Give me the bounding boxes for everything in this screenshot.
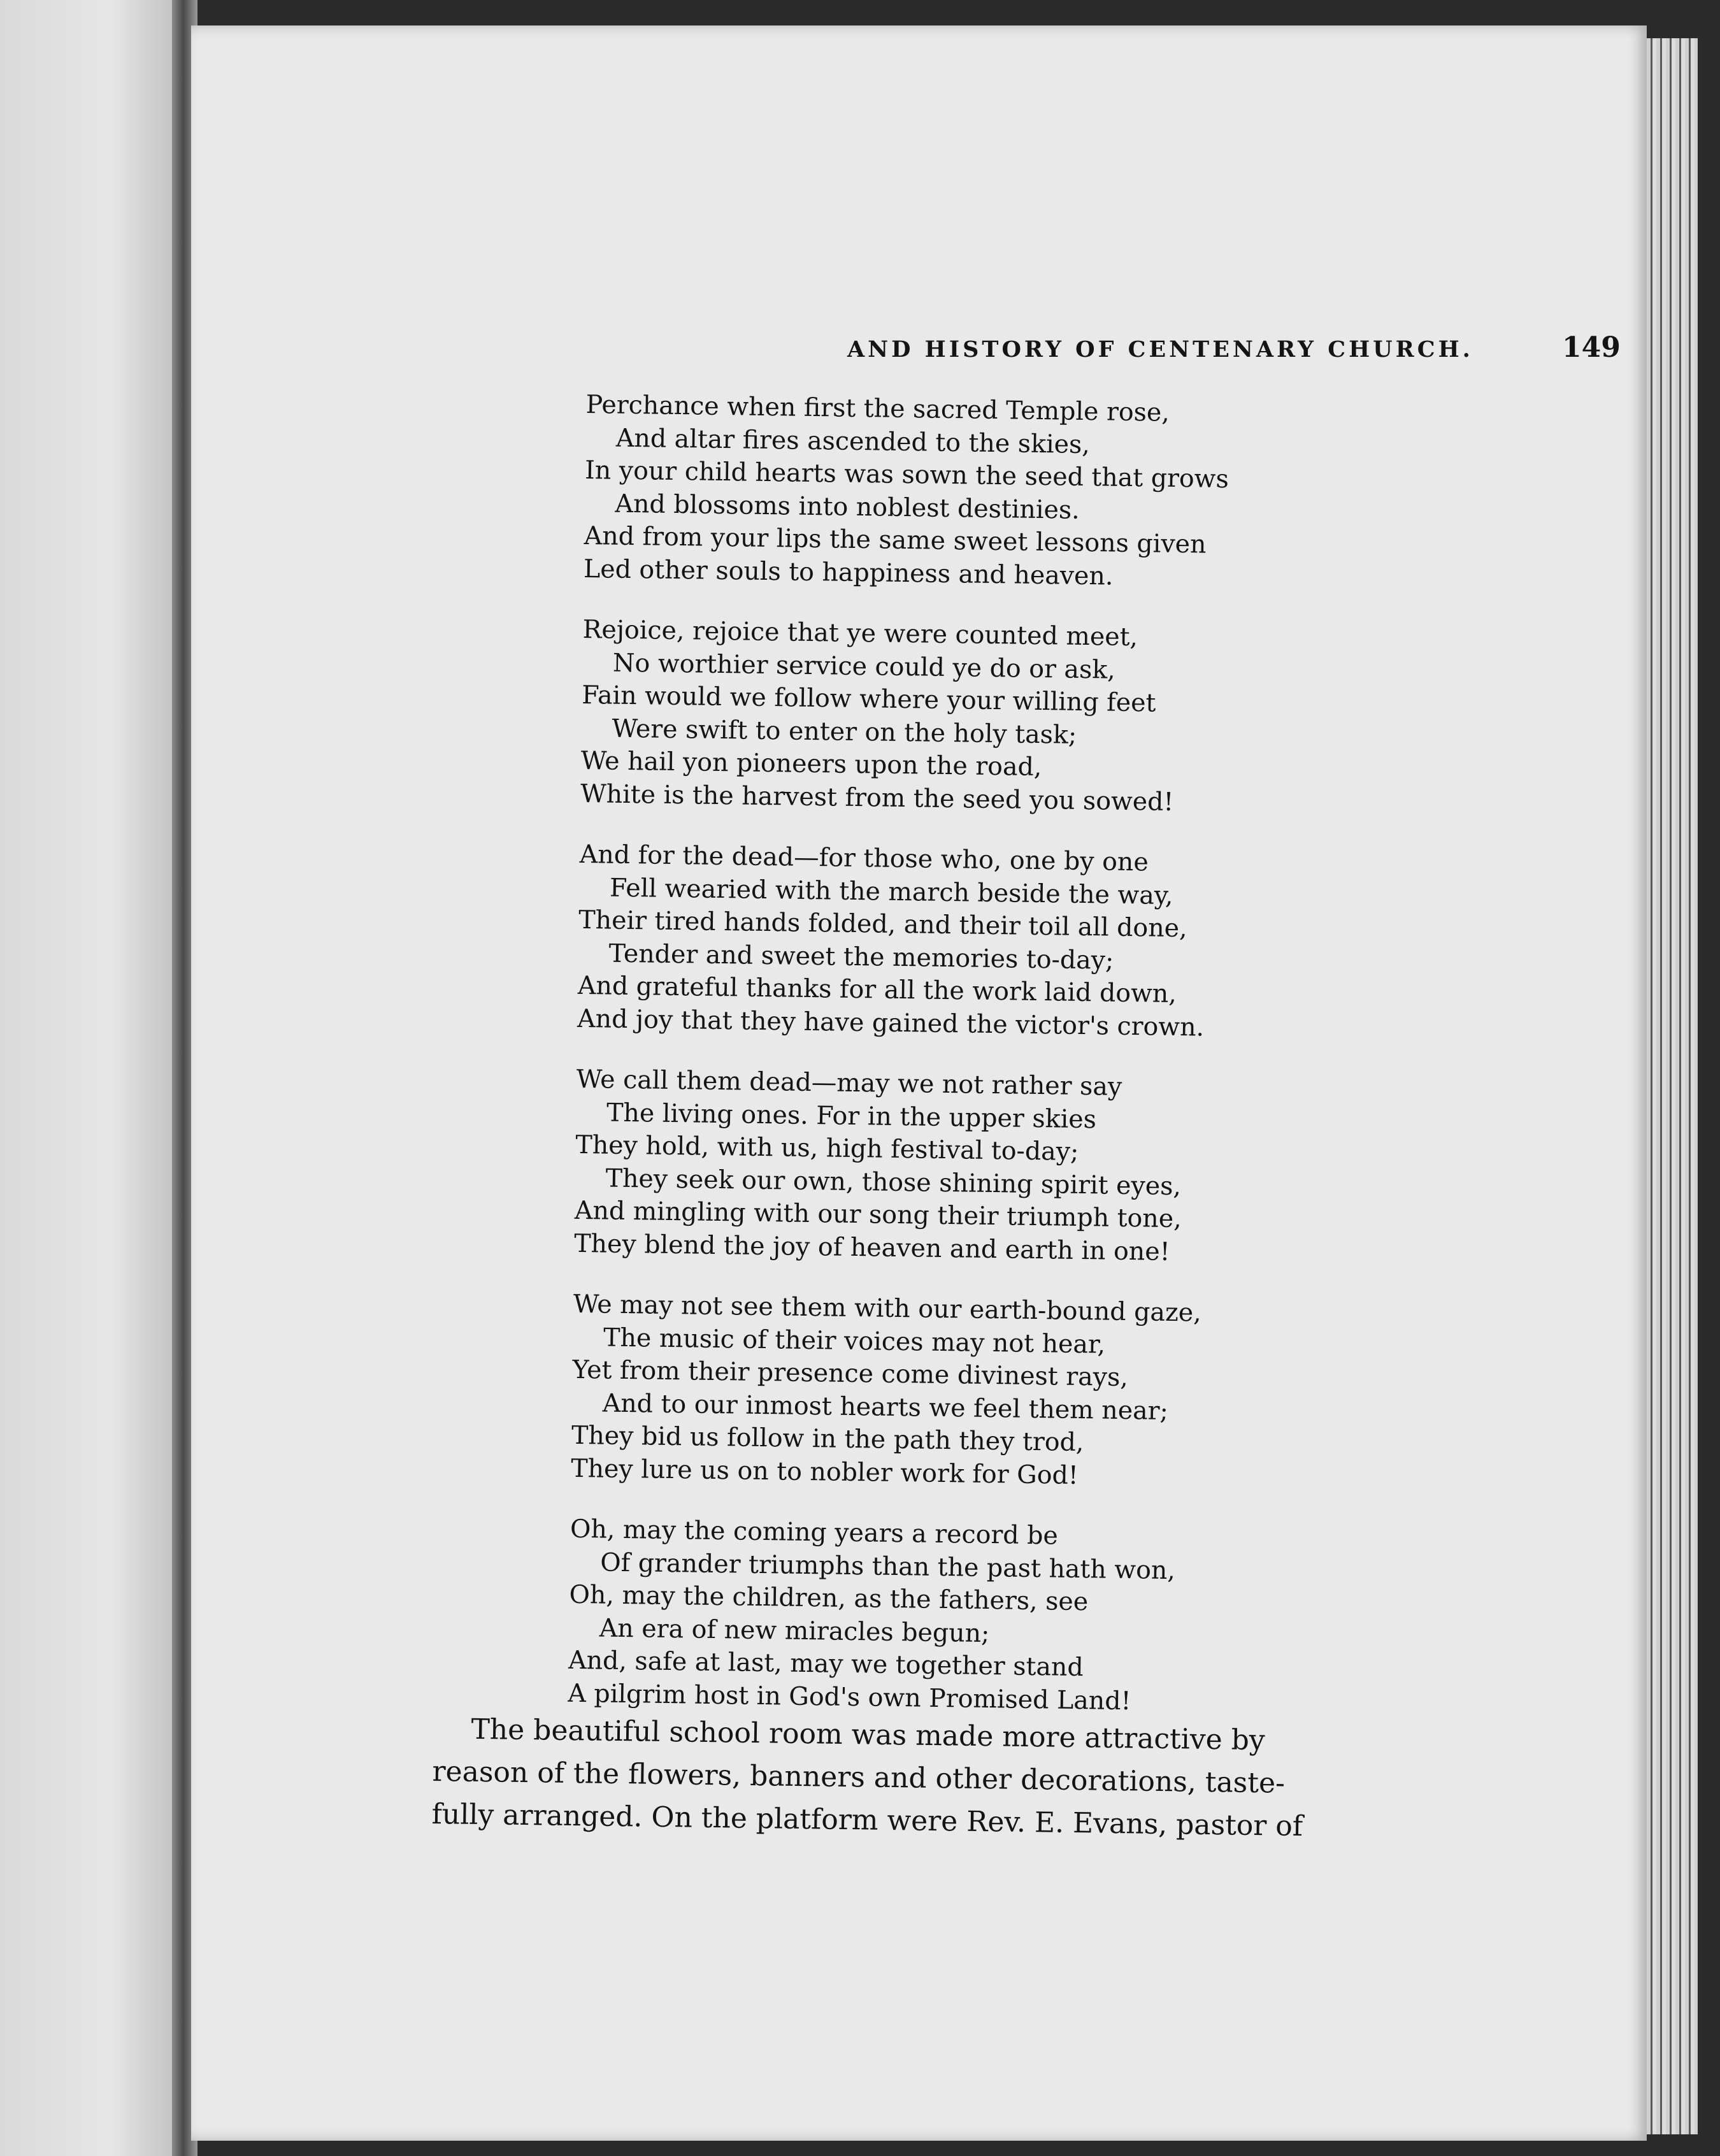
poem-stanza (568, 1513, 1494, 1723)
paragraph-line: fully arranged. On the platform were Rev. E. Evans, pastor of (431, 1797, 1303, 1843)
facing-page (0, 0, 185, 2156)
poem-line: Perchance when first the sacred Temple rose, (585, 389, 1170, 428)
poem-stanza (571, 1288, 1497, 1498)
poem-line: A pilgrim host in God's own Promised Land! (568, 1678, 1131, 1716)
poem-line: They seek our own, those shining spirit eyes, (605, 1163, 1182, 1201)
poem-line: And joy that they have gained the victor's crown. (577, 1003, 1205, 1042)
poem-line: And from your lips the same sweet lessons given (584, 521, 1207, 559)
poem-line: The living ones. For in the upper skies (606, 1098, 1097, 1134)
body-paragraph (431, 1707, 1376, 1849)
poem-line: And mingling with our song their triumph tone, (574, 1195, 1182, 1234)
poem-line: No worthier service could ye do or ask, (612, 648, 1116, 685)
poem-line: Oh, may the children, as the fathers, see (569, 1579, 1089, 1617)
poem-line: In your child hearts was sown the seed that grows (584, 455, 1229, 494)
poem-line: We hail yon pioneers upon the road, (580, 745, 1042, 782)
poem-line: Were swift to enter on the holy task; (612, 714, 1077, 750)
poem-stanza (577, 838, 1503, 1048)
poem-line: They bid us follow in the path they trod, (571, 1420, 1084, 1458)
poem-stanza (584, 389, 1510, 598)
poem-line: They lure us on to nobler work for God! (571, 1453, 1079, 1490)
running-title: AND HISTORY OF CENTENARY CHURCH. (847, 336, 1473, 363)
poem-line: An era of new miracles begun; (599, 1613, 990, 1648)
poem-line: And altar fires ascended to the skies, (615, 423, 1091, 459)
poem-stanza (580, 614, 1507, 823)
poem-line: And for the dead—for those who, one by one (579, 839, 1149, 877)
poem-line: Their tired hands folded, and their toil all done, (578, 905, 1187, 944)
running-head (656, 325, 1621, 376)
poem-line: And, safe at last, may we together stand (568, 1645, 1084, 1683)
page-edges (1647, 38, 1698, 2134)
poem-line: They blend the joy of heaven and earth in one! (573, 1228, 1170, 1267)
paragraph-line: The beautiful school room was made more attractive by (471, 1713, 1266, 1757)
poem-stanza (574, 1063, 1500, 1273)
poem-line: And to our inmost hearts we feel them near; (602, 1388, 1169, 1426)
poem-line: We may not see them with our earth-bound gaze, (573, 1289, 1202, 1328)
poem-line: Oh, may the coming years a record be (570, 1514, 1059, 1551)
poem-line: The music of their voices may not hear, (603, 1323, 1106, 1360)
poem-line: And grateful thanks for all the work laid down, (577, 970, 1177, 1009)
poem-line: Fell wearied with the march beside the way, (609, 873, 1173, 910)
poem-line: They hold, with us, high festival to-day; (575, 1130, 1079, 1167)
poem-line: Of grander triumphs than the past hath won, (599, 1547, 1176, 1585)
poem-line: Rejoice, rejoice that ye were counted meet, (582, 614, 1138, 652)
page-number: 149 (1562, 331, 1621, 364)
paragraph-line: reason of the flowers, banners and other decorations, taste- (432, 1755, 1286, 1800)
poem-line: Led other souls to happiness and heaven. (583, 554, 1114, 591)
poem-line: Tender and sweet the memories to-day; (608, 938, 1114, 975)
poem-line: We call them dead—may we not rather say (576, 1064, 1122, 1102)
poem-line: White is the harvest from the seed you sowed! (580, 779, 1174, 817)
poem-line: Yet from their presence come divinest rays, (572, 1355, 1129, 1393)
poem-line: And blossoms into noblest destinies. (615, 489, 1080, 525)
poem-line: Fain would we follow where your willing feet (581, 680, 1156, 718)
book-page (191, 25, 1647, 2141)
page-content (191, 25, 1647, 2141)
poem (567, 389, 1509, 1751)
